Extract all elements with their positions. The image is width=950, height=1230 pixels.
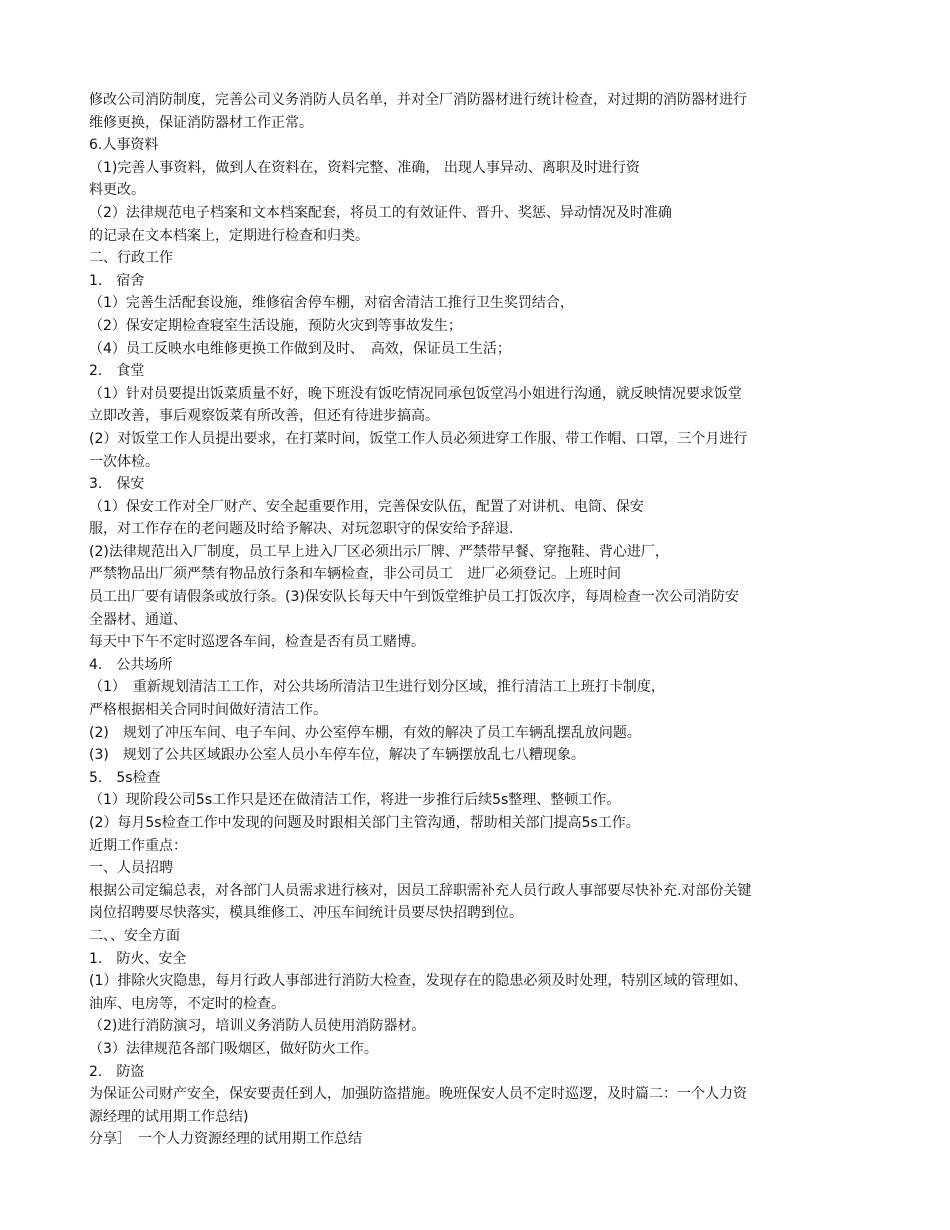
subsection-heading: 5. 5s检查 xyxy=(89,769,161,786)
text-line: （3）法律规范各部门吸烟区，做好防火工作。 xyxy=(89,1040,378,1057)
document-body xyxy=(89,89,859,1151)
text-line: 立即改善，事后观察饭菜有所改善，但还有待进步搞高。 xyxy=(89,408,439,425)
text-line: 的记录在文本档案上，定期进行检查和归类。 xyxy=(89,227,369,244)
text-line: （1）现阶段公司5s工作只是还在做清洁工作，将进一步推行后续5s整理、整顿工作。 xyxy=(89,792,621,809)
text-line: 为保证公司财产安全，保安要责任到人，加强防盗措施。晚班保安人员不定时巡逻，及时篇二：一个人力资 xyxy=(89,1086,747,1103)
section-heading: 近期工作重点： xyxy=(89,837,187,854)
text-line: 分享］ 一个人力资源经理的试用期工作总结 xyxy=(89,1131,362,1148)
text-line: 岗位招聘要尽快落实，模具维修工、冲压车间统计员要尽快招聘到位。 xyxy=(89,905,523,922)
text-line: （1）针对员要提出饭菜质量不好，晚下班没有饭吃情况同承包饭堂冯小姐进行沟通，就反映情况要求饭堂 xyxy=(89,385,742,402)
text-line: 根据公司定编总表，对各部门人员需求进行核对，因员工辞职需补充人员行政人事部要尽快补充.对部份关键 xyxy=(89,882,752,899)
text-line: （2）保安定期检查寝室生活设施，预防火灾到等事故发生； xyxy=(89,317,462,334)
text-line: (3) 规划了公共区域跟办公室人员小车停车位，解决了车辆摆放乱七八糟现象。 xyxy=(89,747,585,764)
section-heading: 二、、安全方面 xyxy=(89,927,180,944)
text-line: 服，对工作存在的老问题及时给予解决、对玩忽职守的保安给予辞退. xyxy=(89,521,514,538)
text-line: （4）员工反映水电维修更换工作做到及时、 高效，保证员工生活； xyxy=(89,340,511,357)
subsection-heading: 1. 宿舍 xyxy=(89,272,145,289)
text-line: 全器材、通道、 xyxy=(89,611,187,628)
subsection-heading: 2. 防盗 xyxy=(89,1063,145,1080)
text-line: （1）完善生活配套设施，维修宿舍停车棚，对宿舍清洁工推行卫生奖罚结合， xyxy=(89,295,574,312)
text-line: （2）法律规范电子档案和文本档案配套，将员工的有效证件、晋升、奖惩、异动情况及时准确 xyxy=(89,204,672,221)
text-line: （1） 重新规划清洁工工作，对公共场所清洁卫生进行划分区域，推行清洁工上班打卡制度， xyxy=(89,679,665,696)
text-line: (2) 规划了冲压车间、电子车间、办公室停车棚，有效的解决了员工车辆乱摆乱放问题。 xyxy=(89,724,641,741)
subsection-heading: 4. 公共场所 xyxy=(89,656,173,673)
text-line: 每天中下午不定时巡逻各车间，检查是否有员工赌博。 xyxy=(89,634,425,651)
subsection-heading: 2. 食堂 xyxy=(89,363,145,380)
text-line: 修改公司消防制度，完善公司义务消防人员名单，并对全厂消防器材进行统计检查，对过期的消防器材进行 xyxy=(89,92,747,108)
text-line: 料更改。 xyxy=(89,182,145,199)
text-line: (1）排除火灾隐患，每月行政人事部进行消防大检查，发现存在的隐患必须及时处理，特别区域的管理如、 xyxy=(89,973,748,990)
section-heading: 二、行政工作 xyxy=(89,250,173,267)
text-line: (2）对饭堂工作人员提出要求，在打菜时间，饭堂工作人员必须进穿工作服、带工作帽、口罩，三个月进行 xyxy=(89,430,748,447)
text-line: 严禁物品出厂须严禁有物品放行条和车辆检查，非公司员工 进厂必须登记。上班时间 xyxy=(89,566,621,583)
text-line: 严格根据相关合同时间做好清洁工作。 xyxy=(89,702,327,719)
subsection-heading: 1. 防火、安全 xyxy=(89,950,187,967)
text-line: （2)进行消防演习，培训义务消防人员使用消防器材。 xyxy=(89,1018,426,1035)
section-heading: 6.人事资料 xyxy=(89,137,159,154)
text-line: 维修更换，保证消防器材工作正常。 xyxy=(89,114,313,131)
text-line: （1）保安工作对全厂财产、安全起重要作用，完善保安队伍，配置了对讲机、电筒、保安 xyxy=(89,498,644,515)
text-line: (2）每月5s检查工作中发现的问题及时跟相关部门主管沟通，帮助相关部门提高5s工作。 xyxy=(89,815,640,831)
text-line: （1)完善人事资料，做到人在资料在，资料完整、准确， 出现人事异动、离职及时进行资 xyxy=(89,159,640,176)
text-line: 油库、电房等，不定时的检查。 xyxy=(89,995,285,1012)
text-line: 员工出厂要有请假条或放行条。(3)保安队长每天中午到饭堂维护员工打饭次序，每周检查一次公司消防安 xyxy=(89,589,739,606)
text-line: 一次体检。 xyxy=(89,453,159,470)
subsection-heading: 3. 保安 xyxy=(89,476,145,493)
text-line: (2)法律规范出入厂制度，员工早上进入厂区必须出示厂牌、严禁带早餐、穿拖鞋、背心进厂， xyxy=(89,543,669,560)
section-heading: 一、人员招聘 xyxy=(89,860,173,877)
text-line: 源经理的试用期工作总结) xyxy=(89,1108,249,1125)
